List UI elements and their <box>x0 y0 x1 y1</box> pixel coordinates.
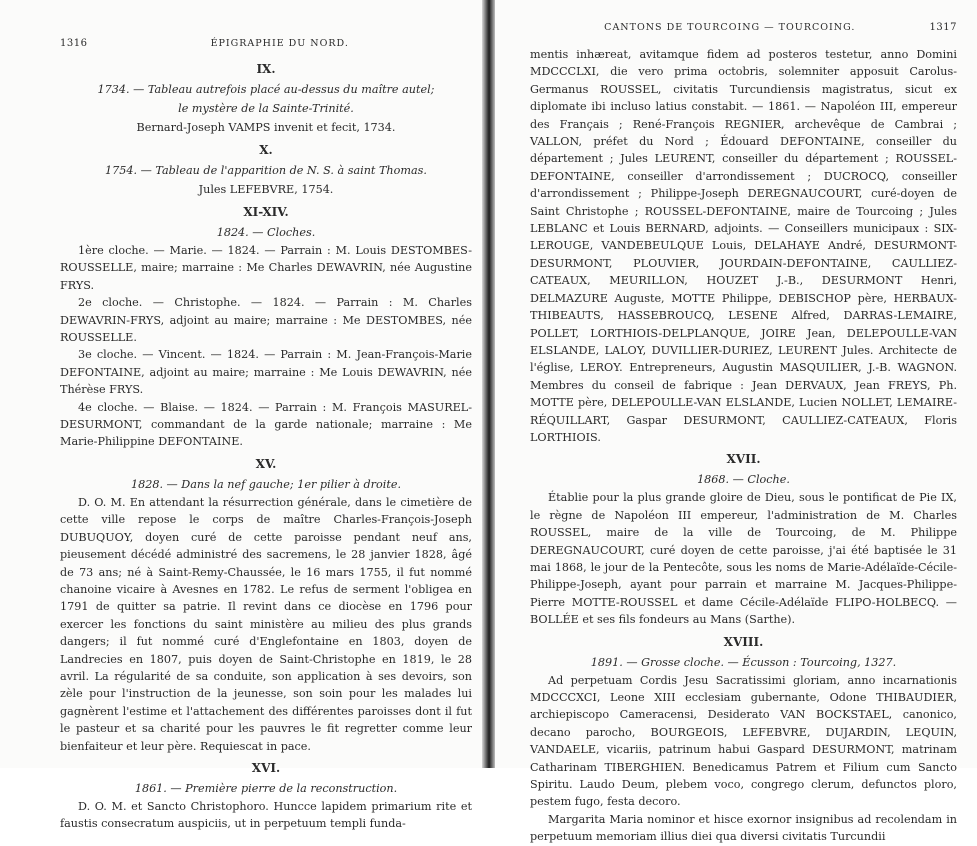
xviii-heading: 1891. — Grosse cloche. — Écusson : Tourcoing, 1327. <box>590 655 897 669</box>
section-x: X. <box>259 143 273 157</box>
xviii-text-1: Ad perpetuam Cordis Jesu Sacratissimi gloriam, anno incarnationis MDCCCXCI, Leone XIII ecclesiam gubernante, Odone THIBAUDIER, archiepiscopo Cameracensi, Desiderato VAN BOCKSTAEL, canonico, decano parocho, BOURGEOIS, LEFEBVRE, DUJARDIN, LEQUIN, VANDAELE, vicariis, patrinum habui Gaspard DESURMONT, matrinam Catharinam TIBERGHIEN. Benedicamus Patrem et Filium cum Sancto Spiritu. Laudo Deum, plebem voco, congrego clerum, defunctos ploro, pestem fugo, festa decoro. <box>530 673 957 809</box>
xi-heading: 1824. — Cloches. <box>216 226 316 239</box>
page-number-right: 1317 <box>929 22 957 33</box>
right-page <box>495 0 977 844</box>
section-xvi: XVI. <box>251 760 281 775</box>
section-xviii: XVIII. <box>723 634 764 649</box>
section-xvii: XVII. <box>726 452 761 467</box>
x-credit: Jules LEFEBVRE, 1754. <box>198 183 334 196</box>
ix-credit: Bernard-Joseph VAMPS invenit et fecit, 1734. <box>136 121 396 134</box>
xv-text: D. O. M. En attendant la résurrection générale, dans le cimetière de cette ville repose le corps de maître Charles-François-Joseph DUBUQUOY, doyen curé de cette paroisse pendant neuf ans, pieusement décédé administré des sacremens, le 28 janvier 1828, âgé de 73 ans; né à Saint-Remy-Chaussée, le 16 mars 1755, il fut nommé chanoine vicaire à Avesnes en 1782. Le refus de serment l'obligea en 1791 de quitter sa patrie. Il revint dans ce diocèse en 1796 pour exercer les fonctions du saint ministère au milieu des plus grands dangers; il fut nommé curé d'Englefontaine en 1803, doyen de Landrecies en 1807, puis doyen de Saint-Christophe en 1819, le 28 avril. La régularité de sa conduite, son application à ses devoirs, son zèle pour l'instruction de la jeunesse, son soin pour les malades lui gagnèrent l'estime et l'attachement des différentes paroisses dont il fut le pasteur et sa charité pour les pauvres le fit regretter comme leur bienfaiteur et leur père. Requiescat in pace. <box>60 495 472 753</box>
xvi-heading: 1861. — Première pierre de la reconstruction. <box>134 781 398 795</box>
xv-heading: 1828. — Dans la nef gauche; 1er pilier à droite. <box>130 477 402 491</box>
running-head-left: ÉPIGRAPHIE DU NORD. <box>210 38 349 49</box>
section-xi-xiv: XI-XIV. <box>243 205 289 219</box>
left-running-head <box>60 38 472 49</box>
x-entry: 1754. — Tableau de l'apparition de N. S. à saint Thomas. <box>105 164 427 177</box>
right-running-head <box>530 22 957 33</box>
ix-entry-2: le mystère de la Sainte-Trinité. <box>178 102 354 115</box>
xvii-text: Établie pour la plus grande gloire de Dieu, sous le pontificat de Pie IX, le règne de Napoléon III empereur, l'administration de M. Charles ROUSSEL, maire de la ville de Tourcoing, de M. Philippe DEREGNAUCOURT, curé doyen de cette paroisse, j'ai été baptisée le 31 mai 1868, le jour de la Pentecôte, sous les noms de Marie-Adélaïde-Cécile-Philippe-Joseph, ayant pour parrain et marraine M. Jacques-Philippe-Pierre MOTTE-ROUSSEL et dame Cécile-Adélaïde FLIPO-HOLBECQ. — BOLLÉE et ses fils fondeurs au Mans (Sarthe). <box>530 491 957 627</box>
running-head-right: CANTONS DE TOURCOING — TOURCOING. <box>604 22 856 33</box>
section-ix: IX. <box>256 62 276 76</box>
book-gutter <box>482 0 495 768</box>
xvi-text: D. O. M. et Sancto Christophoro. Huncce lapidem primarium rite et faustis consecratum auspiciis, ut in perpetuum templi funda- <box>60 799 472 831</box>
cloche-1: 1ère cloche. — Marie. — 1824. — Parrain : M. Louis DESTOMBES-ROUSSELLE, maire; marraine : Me Charles DEWAVRIN, née Augustine FRYS. <box>60 244 472 292</box>
left-page <box>0 0 482 831</box>
ix-entry: 1734. — Tableau autrefois placé au-dessus du maître autel; <box>97 83 435 96</box>
page-number-left: 1316 <box>60 38 88 49</box>
section-xv: XV. <box>255 456 277 471</box>
cloche-3: 3e cloche. — Vincent. — 1824. — Parrain : M. Jean-François-Marie DEFONTAINE, adjoint au maire; marraine : Me Louis DEWAVRIN, née Thérèse FRYS. <box>60 348 472 397</box>
cloche-2: 2e cloche. — Christophe. — 1824. — Parrain : M. Charles DEWAVRIN-FRYS, adjoint au maire; marraine : Me DESTOMBES, née ROUSSELLE. <box>60 296 472 345</box>
xvi-continuation: mentis inhæreat, avitamque fidem ad posteros testetur, anno Domini MDCCCLXI, die vero prima octobris, solemniter apposuit Carolus-Germanus ROUSSEL, civitatis Turcundiensis magistratus, sicut ex diplomate ibi incluso latius constabit. — 1861. — Napoléon III, empereur des Français ; René-François REGNIER, archevêque de Cambrai ; VALLON, préfet du Nord ; Édouard DEFONTAINE, conseiller du département ; Jules LEURENT, conseiller du département ; ROUSSEL-DEFONTAINE, conseiller d'arrondissement ; DUCROCQ, conseiller d'arrondissement ; Philippe-Joseph DEREGNAUCOURT, curé-doyen de Saint Christophe ; ROUSSEL-DEFONTAINE, maire de Tourcoing ; Jules LEBLANC et Louis BERNARD, adjoints. — Conseillers municipaux : SIX-LEROUGE, VANDEBEULQUE Louis, DELAHAYE André, DESURMONT-DESURMONT, PLOUVIER, JOURDAIN-DEFONTAINE, CAULLIEZ-CATEAUX, MEURILLON, HOUZET J.-B., DESURMONT Henri, DELMAZURE Auguste, MOTTE Philippe, DEBISCHOP père, HERBAUX-THIBEAUTS, HASSEBROUCQ, LESENE Alfred, DARRAS-LEMAIRE, POLLET, LORTHIOIS-DELPLANQUE, JOIRE Jean, DELEPOULLE-VAN ELSLANDE, LALOY, DUVILLIER-DURIEZ, LEURENT Jules. Architecte de l'église, LEROY. Entrepreneurs, Augustin MASQUILIER, J.-B. WAGNON. Membres du conseil de fabrique : Jean DERVAUX, Jean FREYS, Ph. MOTTE père, DELEPOULLE-VAN ELSLANDE, Lucien NOLLET, LEMAIRE-RÉQUILLART, Gaspar DESURMONT, CAULLIEZ-CATEAUX, Floris LORTHIOIS. <box>530 48 957 444</box>
cloche-4: 4e cloche. — Blaise. — 1824. — Parrain : M. François MASUREL-DESURMONT, commandant de la garde nationale; marraine : Me Marie-Philippine DEFONTAINE. <box>60 400 472 449</box>
xviii-text-2: Margarita Maria nominor et hisce exornor insignibus ad recolendam in perpetuum memoriam illius diei qua diversi civitatis Turcundii <box>530 812 957 844</box>
xvii-heading: 1868. — Cloche. <box>697 473 790 487</box>
